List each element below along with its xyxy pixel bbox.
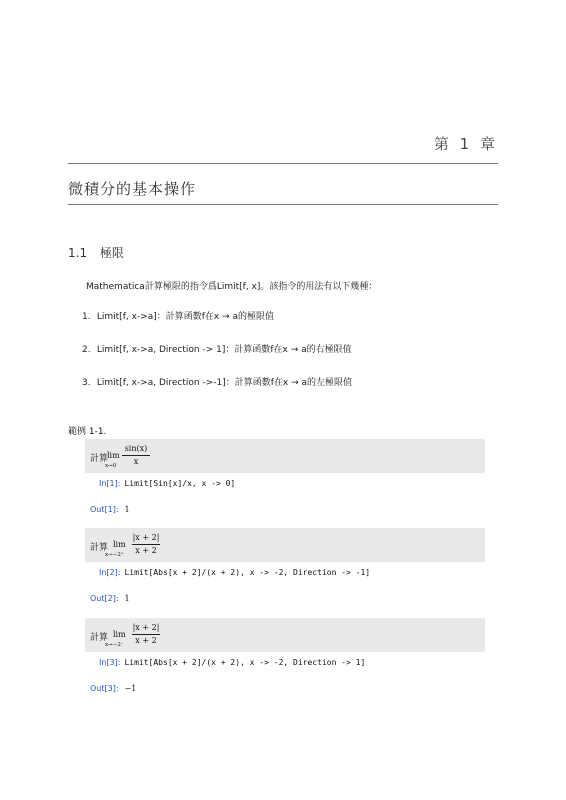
fraction-numerator: |x + 2| [132,623,160,632]
fraction-bar [132,544,160,545]
input-cell[interactable] [99,568,370,577]
problem-prompt: 計算 [90,543,109,553]
limit-operator: lim [113,540,126,549]
chapter-rule-bottom [68,204,498,205]
output-value: −1 [124,684,137,693]
output-label: Out[1]: [90,505,119,514]
list-item-number: 2. [82,345,91,355]
list-item [82,311,502,344]
input-code[interactable]: Limit[Abs[x + 2]/(x + 2), x -> -2, Direction -> -1] [124,568,371,577]
fraction-denominator: x + 2 [135,636,157,645]
section-heading [68,244,124,261]
list-item-number: 1. [82,312,91,322]
section-number: 1.1 [68,246,88,260]
fraction-denominator: x [133,457,139,466]
output-label: Out[2]: [90,594,119,603]
list-item [82,377,502,410]
example-problem-box [85,439,485,473]
chapter-label: 第 1 章 [433,135,498,153]
fraction-numerator: sin(x) [124,444,148,453]
example-problem-box [85,528,485,562]
fraction-bar [122,455,150,456]
example-problem-box [85,618,485,652]
limit-subscript: x→−2⁺ [105,552,124,558]
input-label: In[3]: [99,658,121,667]
list-item-text: Limit[f, x->a, Direction -> 1]：計算函數f在x → a的右極限值 [96,345,352,355]
limit-operator: lim [113,630,126,639]
list-item-text: Limit[f, x->a, Direction ->-1]：計算函數f在x → a的左極限值 [96,378,353,388]
output-label: Out[3]: [90,684,119,693]
output-value: 1 [124,594,130,603]
output-cell [90,684,136,693]
input-label: In[2]: [99,568,121,577]
output-value: 1 [124,505,130,514]
problem-prompt: 計算 [90,454,109,464]
input-code[interactable]: Limit[Abs[x + 2]/(x + 2), x -> -2, Direction -> 1] [124,658,366,667]
fraction-bar [132,634,160,635]
usage-list [82,311,502,410]
input-code[interactable]: Limit[Sin[x]/x, x -> 0] [124,479,236,488]
chapter-title: 微積分的基本操作 [68,180,197,198]
fraction-numerator: |x + 2| [132,533,160,542]
chapter-rule-top [68,163,498,164]
output-cell [90,505,130,514]
input-label: In[1]: [99,479,121,488]
fraction-denominator: x + 2 [135,546,157,555]
intro-paragraph: Mathematica計算極限的指令爲Limit[f, x]。該指令的用法有以下幾種： [86,282,378,292]
input-cell[interactable] [99,479,235,488]
section-title: 極限 [99,246,124,260]
list-item-text: Limit[f, x->a]：計算函數f在x → a的極限值 [96,312,275,322]
list-item-number: 3. [82,378,91,388]
limit-subscript: x→−2⁻ [105,642,124,648]
output-cell [90,594,130,603]
example-label: 範例 1-1. [68,427,107,437]
problem-prompt: 計算 [90,633,109,643]
limit-subscript: x→0 [105,463,117,469]
list-item [82,344,502,377]
limit-operator: lim [107,451,120,460]
input-cell[interactable] [99,658,365,667]
